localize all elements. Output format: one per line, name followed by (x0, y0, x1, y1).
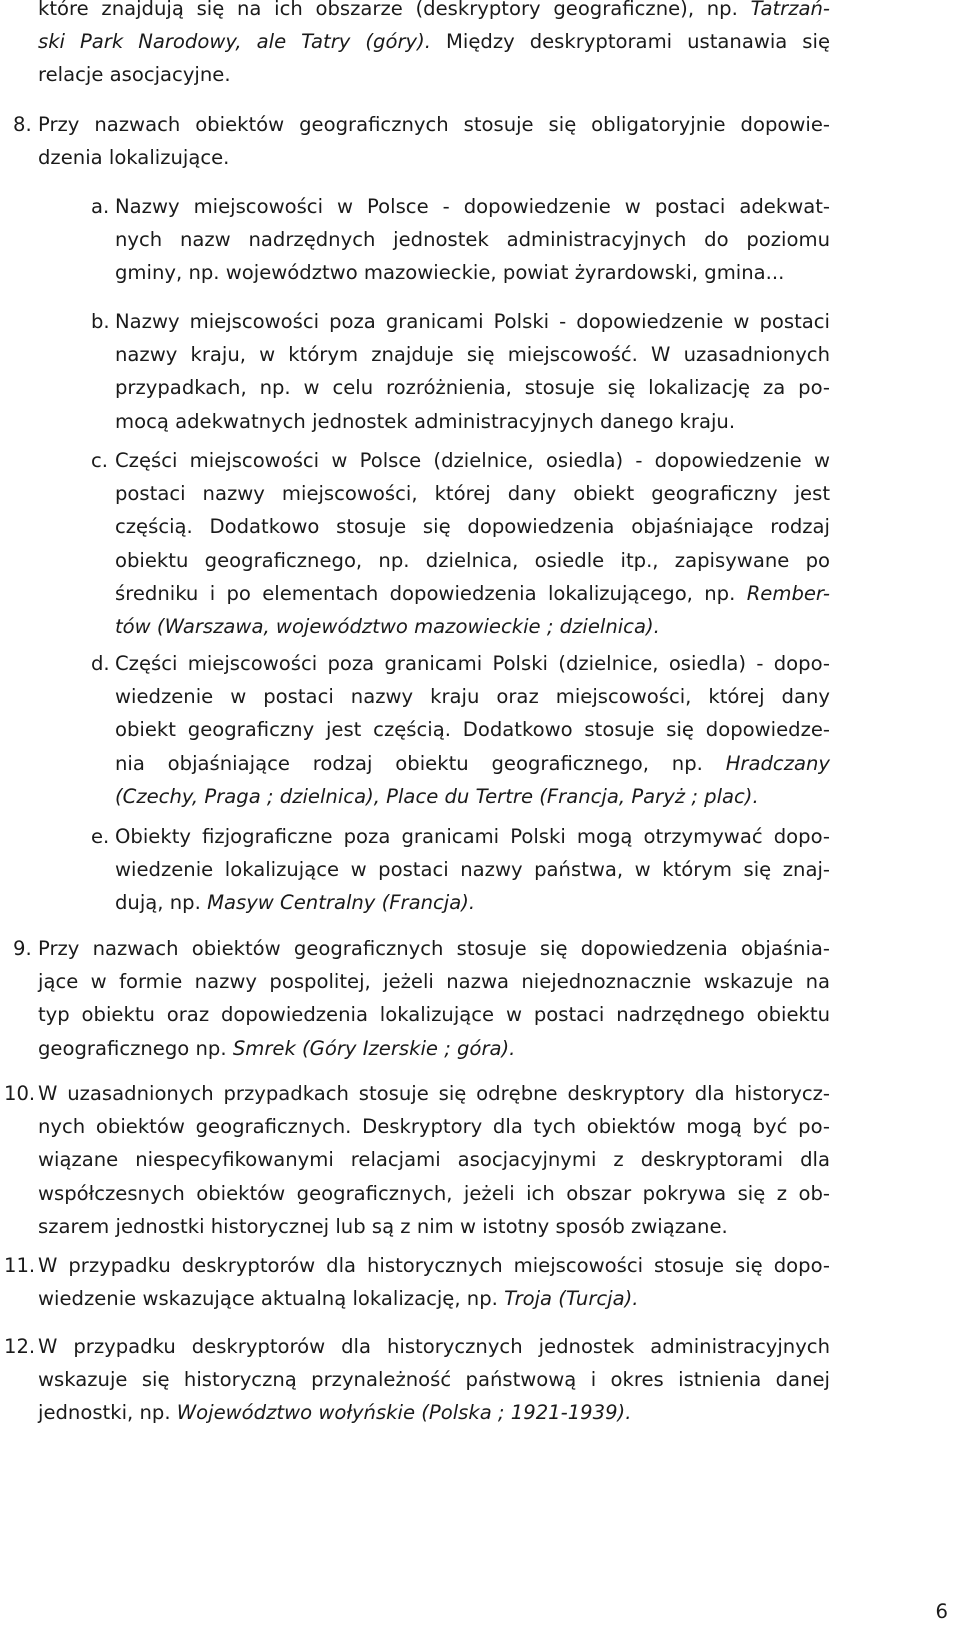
sub-item-b-paragraph (115, 305, 830, 438)
item-11-example: Troja (Turcja). (504, 1287, 639, 1311)
sub-item-c-example: Rember- (746, 581, 830, 605)
item-number: 12. (4, 1335, 36, 1358)
sub-item-c-line: obiektu geograficznego, np. dzielnica, osiedle itp., zapisywane po (115, 548, 830, 572)
sub-item-letter: c. (91, 449, 109, 472)
sub-item-letter: e. (91, 825, 110, 848)
item-10-line: W uzasadnionych przypadkach stosuje się odrębne deskryptory dla historycz- (38, 1082, 830, 1105)
sub-item-e-line: wiedzenie lokalizujące w postaci nazwy państwa, w którym się znaj- (115, 858, 830, 882)
sub-item-a-paragraph (115, 190, 830, 290)
page-number: 6 (935, 1600, 948, 1623)
item-8-paragraph (38, 108, 830, 174)
item-10-line: wiązane niespecyfikowanymi relacjami asocjacyjnymi z deskryptorami dla (38, 1148, 830, 1172)
sub-item-c-line: Części miejscowości w Polsce (dzielnice, osiedla) - dopowiedzenie w (115, 449, 830, 472)
sub-item-letter: d. (91, 652, 110, 675)
item-12-paragraph (38, 1330, 830, 1430)
sub-item-c-line: częścią. Dodatkowo stosuje się dopowiedzenia objaśniające rodzaj (115, 515, 830, 539)
item-10-line: współczesnych obiektów geograficznych, jeżeli ich obszar pokrywa się z ob- (38, 1181, 830, 1205)
item-12-text: jednostki, np. (38, 1401, 177, 1425)
sub-item-e-line (115, 886, 830, 919)
item-10-line: szarem jednostki historycznej lub są z nim w istotny sposób związane. (38, 1214, 728, 1238)
item-9-paragraph (38, 932, 830, 1065)
sub-item-b-line: nazwy kraju, w którym znajduje się miejscowość. W uzasadnionych (115, 343, 830, 367)
sub-item-c-paragraph (115, 444, 830, 643)
item-11-line: W przypadku deskryptorów dla historycznych miejscowości stosuje się dopo- (38, 1254, 830, 1277)
sub-item-d-line: Części miejscowości poza granicami Polski (dzielnice, osiedla) - dopo- (115, 652, 830, 675)
sub-item-d-paragraph (115, 647, 830, 813)
sub-item-c-line (115, 577, 830, 610)
sub-item-e-line: Obiekty fizjograficzne poza granicami Polski mogą otrzymywać dopo- (115, 825, 830, 848)
sub-item-a-line: nych nazw nadrzędnych jednostek administracyjnych do poziomu (115, 228, 830, 252)
sub-item-d-example: (Czechy, Praga ; dzielnica), Place du Tertre (Francja, Paryż ; plac). (115, 784, 759, 808)
item-number: 11. (4, 1254, 36, 1277)
item-11-text: wiedzenie wskazujące aktualną lokalizację, np. (38, 1287, 505, 1311)
intro-text: relacje asocjacyjne. (38, 63, 231, 87)
item-number: 9. (13, 937, 32, 960)
sub-item-letter: a. (91, 195, 110, 218)
intro-paragraph (38, 0, 830, 92)
item-8-line: Przy nazwach obiektów geograficznych stosuje się obligatoryjnie dopowie- (38, 113, 830, 136)
item-12-line: W przypadku deskryptorów dla historycznych jednostek administracyjnych (38, 1335, 830, 1358)
item-9-line (38, 1032, 830, 1065)
sub-item-c-text: średniku i po elementach dopowiedzenia lokalizującego, np. (115, 581, 747, 605)
sub-item-a-line: gminy, np. województwo mazowieckie, powiat żyrardowski, gmina... (115, 261, 785, 285)
item-12-line (38, 1396, 830, 1429)
sub-item-d-example: Hradczany (725, 751, 830, 775)
item-12-example: Województwo wołyńskie (Polska ; 1921-1939). (176, 1401, 632, 1425)
sub-item-b-line: Nazwy miejscowości poza granicami Polski - dopowiedzenie w postaci (115, 310, 830, 333)
sub-item-d-text: nia objaśniające rodzaj obiektu geograficznego, np. (115, 751, 726, 775)
sub-item-b-line: przypadkach, np. w celu rozróżnienia, stosuje się lokalizację za po- (115, 376, 830, 400)
sub-item-letter: b. (91, 310, 110, 333)
item-number: 10. (4, 1082, 36, 1105)
sub-item-a-line: Nazwy miejscowości w Polsce - dopowiedzenie w postaci adekwat- (115, 195, 830, 218)
item-11-line (38, 1282, 830, 1315)
item-9-line: Przy nazwach obiektów geograficznych stosuje się dopowiedzenia objaśnia- (38, 937, 830, 960)
item-9-line: jące w formie nazwy pospolitej, jeżeli nazwa niejednoznacznie wskazuje na (38, 970, 830, 994)
sub-item-e-example: Masyw Centralny (Francja). (207, 891, 476, 915)
sub-item-d-line (115, 780, 830, 813)
item-10-line: nych obiektów geograficznych. Deskryptory dla tych obiektów mogą być po- (38, 1115, 830, 1139)
sub-item-c-example: tów (Warszawa, województwo mazowieckie ; dzielnica). (115, 615, 660, 639)
sub-item-d-line: obiekt geograficzny jest częścią. Dodatkowo stosuje się dopowiedze- (115, 718, 830, 742)
intro-text: które znajdują się na ich obszarze (deskryptory geograficzne), np. (38, 0, 751, 20)
item-9-example: Smrek (Góry Izerskie ; góra). (232, 1036, 516, 1060)
item-12-line: wskazuje się historyczną przynależność państwową i okres istnienia danej (38, 1368, 830, 1392)
sub-item-c-line: postaci nazwy miejscowości, której dany obiekt geograficzny jest (115, 482, 830, 506)
sub-item-c-line (115, 610, 830, 643)
item-number: 8. (13, 113, 32, 136)
sub-item-d-line (115, 747, 830, 780)
sub-item-d-line: wiedzenie w postaci nazwy kraju oraz miejscowości, której dany (115, 685, 830, 709)
intro-italic-term: Tatrzań- (750, 0, 830, 20)
item-11-paragraph (38, 1249, 830, 1315)
sub-item-e-text: dują, np. (115, 891, 208, 915)
item-9-line: typ obiektu oraz dopowiedzenia lokalizujące w postaci nadrzędnego obiektu (38, 1003, 830, 1027)
sub-item-e-paragraph (115, 820, 830, 920)
item-10-paragraph (38, 1077, 830, 1243)
item-9-text: geograficznego np. (38, 1036, 233, 1060)
item-8-line: dzenia lokalizujące. (38, 146, 230, 170)
intro-text: Między deskryptorami ustanawia się (445, 30, 830, 54)
intro-italic-example: ski Park Narodowy, ale Tatry (góry). (38, 30, 431, 54)
sub-item-b-line: mocą adekwatnych jednostek administracyjnych danego kraju. (115, 409, 736, 433)
